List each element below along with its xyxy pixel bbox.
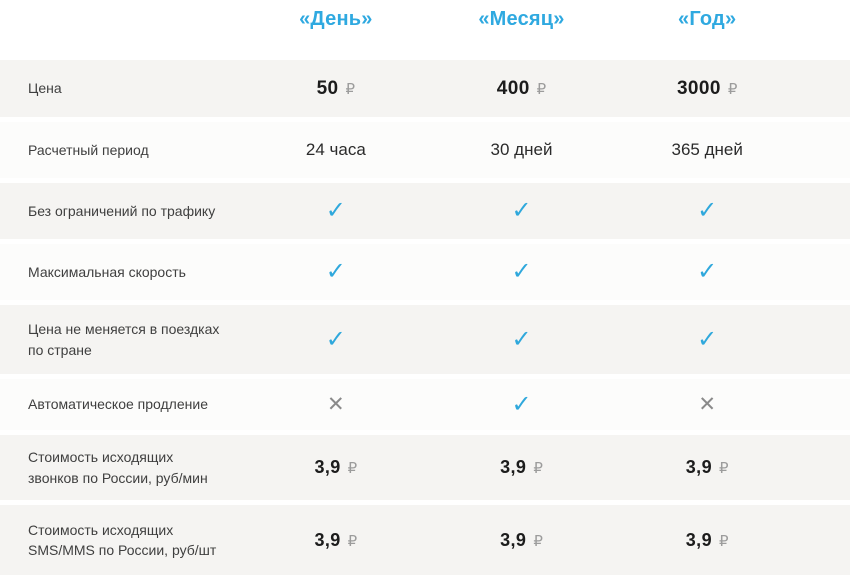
ruble-sign: ₽ — [345, 80, 356, 98]
ruble-sign: ₽ — [347, 532, 358, 550]
table-cell — [429, 260, 615, 284]
table-row-speed — [0, 244, 850, 300]
cross-icon: ✕ — [327, 393, 345, 416]
price-value: 3,9 — [314, 529, 341, 550]
ruble-sign: ₽ — [533, 532, 543, 550]
check-icon: ✓ — [697, 325, 718, 353]
row-label: Цена — [28, 80, 62, 97]
price-value: 3,9 — [685, 457, 712, 477]
table-cell — [614, 78, 800, 100]
table-cell — [429, 390, 615, 418]
check-icon: ✓ — [325, 258, 346, 285]
table-row-sms-cost — [0, 505, 850, 575]
table-cell — [429, 78, 615, 100]
table-cell — [614, 199, 800, 223]
price-value: 3,9 — [500, 529, 527, 550]
table-cell — [614, 394, 800, 415]
table-cell — [429, 199, 615, 223]
price-value: 3,9 — [685, 529, 712, 550]
column-header-year: «Год» — [678, 8, 737, 30]
check-icon: ✓ — [325, 325, 346, 353]
table-cell — [243, 530, 429, 551]
row-label: Максимальная скорость — [28, 263, 186, 280]
table-cell — [614, 260, 800, 284]
row-label: Цена не меняется в поездках по стране — [28, 321, 220, 358]
ruble-sign: ₽ — [347, 460, 358, 477]
table-cell — [243, 325, 429, 353]
table-row-renewal — [0, 379, 850, 430]
table-header — [0, 0, 850, 60]
ruble-sign: ₽ — [727, 80, 738, 98]
table-row-price — [0, 60, 850, 117]
check-icon: ✓ — [511, 197, 532, 224]
ruble-sign: ₽ — [719, 460, 729, 477]
period-value: 365 дней — [671, 140, 743, 159]
period-value: 24 часа — [305, 140, 366, 159]
table-cell — [243, 260, 429, 284]
period-value: 30 дней — [490, 140, 553, 159]
column-header-month: «Месяц» — [478, 8, 565, 30]
check-icon: ✓ — [511, 325, 532, 353]
price-value: 3000 — [676, 77, 721, 99]
row-label: Расчетный период — [28, 141, 149, 158]
ruble-sign: ₽ — [719, 532, 729, 550]
check-icon: ✓ — [697, 258, 718, 285]
check-icon: ✓ — [325, 197, 346, 224]
check-icon: ✓ — [511, 258, 532, 285]
price-value: 3,9 — [500, 457, 527, 477]
table-cell — [614, 325, 800, 353]
table-cell — [429, 457, 615, 478]
row-label: Без ограничений по трафику — [28, 202, 216, 219]
table-cell — [243, 394, 429, 415]
check-icon: ✓ — [511, 390, 532, 418]
price-value: 50 — [316, 77, 339, 99]
table-cell — [429, 140, 615, 160]
table-row-traffic — [0, 183, 850, 239]
table-row-roaming — [0, 305, 850, 374]
table-cell — [614, 457, 800, 478]
table-cell — [243, 78, 429, 100]
table-cell — [614, 530, 800, 551]
table-cell — [429, 325, 615, 353]
check-icon: ✓ — [697, 197, 718, 224]
table-cell — [243, 140, 429, 160]
column-header-day: «День» — [299, 8, 373, 30]
row-label: Стоимость исходящих SMS/MMS по России, руб/шт — [28, 521, 217, 558]
table-row-period — [0, 122, 850, 178]
row-label: Автоматическое продление — [28, 396, 208, 413]
row-label: Стоимость исходящих звонков по России, руб/мин — [28, 449, 208, 486]
price-value: 400 — [496, 77, 530, 99]
cross-icon: ✕ — [698, 393, 716, 416]
price-value: 3,9 — [314, 457, 341, 477]
table-body — [0, 60, 850, 575]
table-cell — [243, 457, 429, 478]
table-cell — [243, 199, 429, 223]
table-cell — [429, 530, 615, 551]
ruble-sign: ₽ — [533, 460, 543, 477]
ruble-sign: ₽ — [536, 80, 547, 98]
table-row-calls-cost — [0, 435, 850, 500]
table-cell — [614, 140, 800, 160]
